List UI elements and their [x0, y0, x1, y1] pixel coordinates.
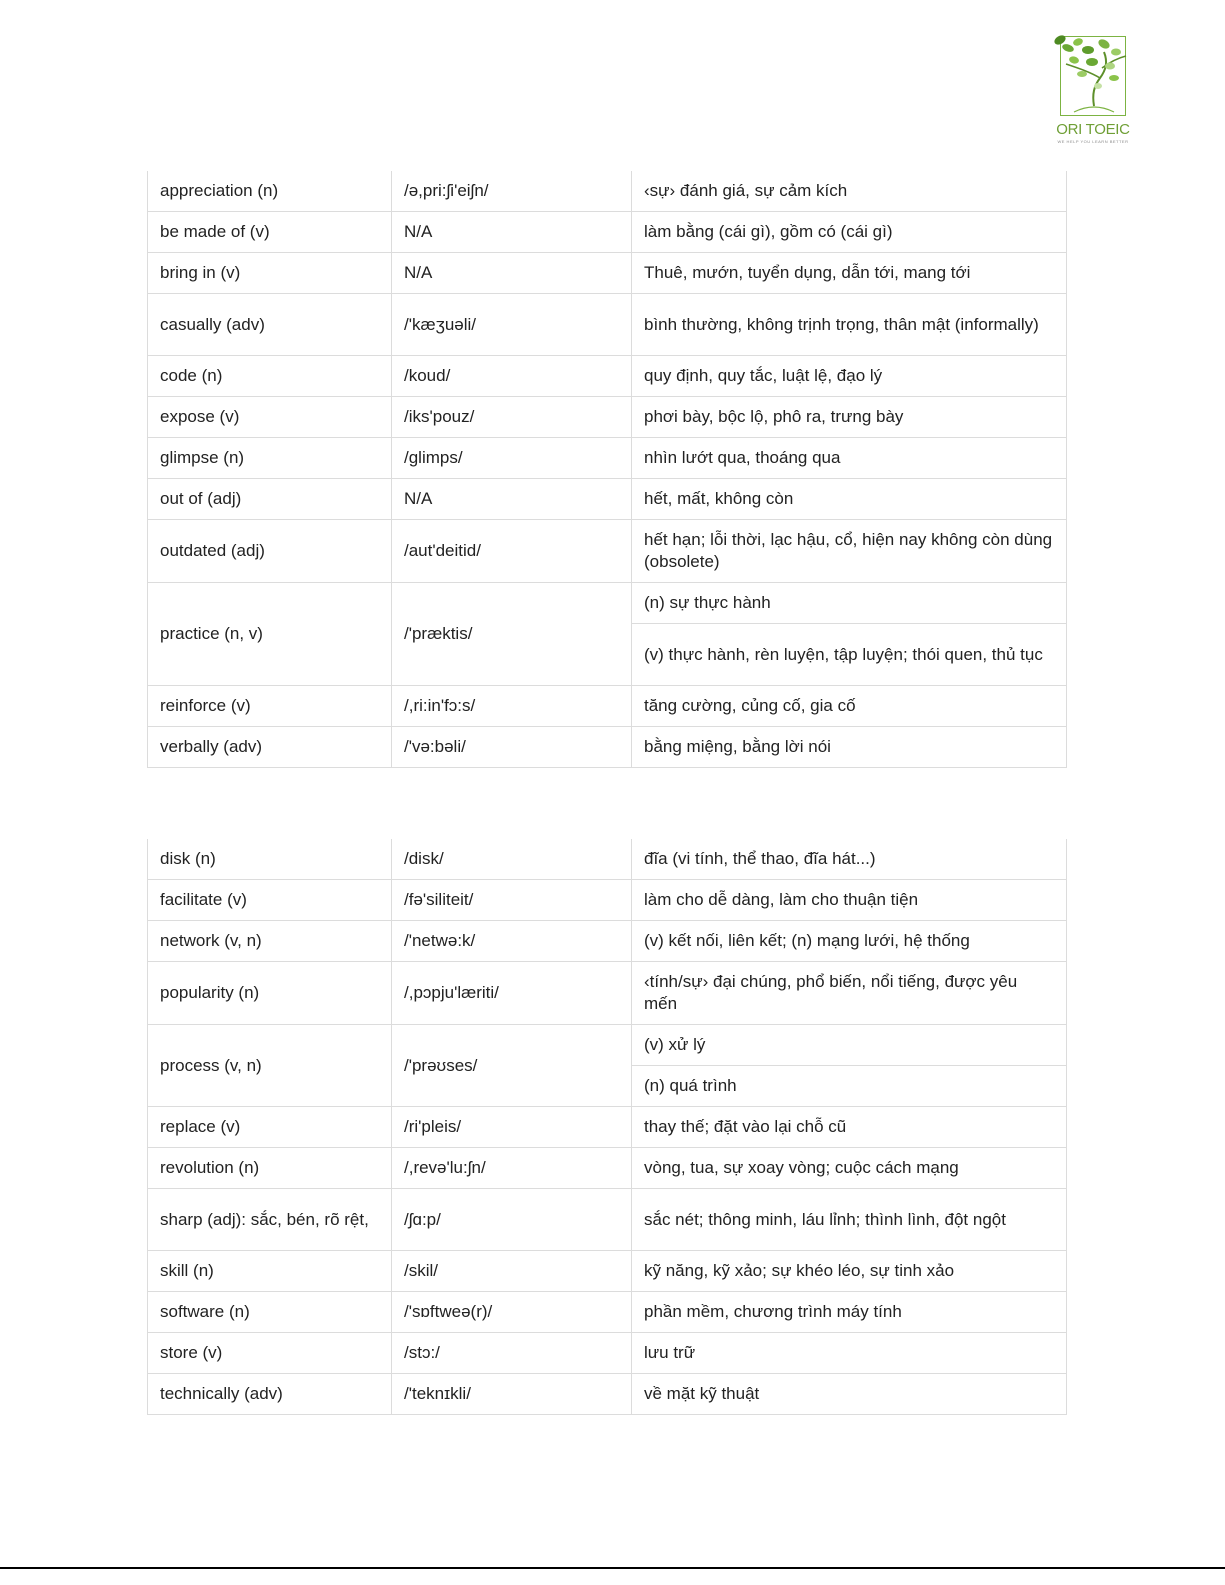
word-cell: bring in (v) — [148, 253, 392, 294]
word-cell: software (n) — [148, 1292, 392, 1333]
meaning-cell: (v) thực hành, rèn luyện, tập luyện; thói quen, thủ tục — [632, 624, 1067, 686]
table-row — [148, 686, 1067, 727]
word-cell: verbally (adv) — [148, 727, 392, 768]
meaning-cell: bằng miệng, bằng lời nói — [632, 727, 1067, 768]
table-row — [148, 839, 1067, 880]
word-cell: replace (v) — [148, 1107, 392, 1148]
brand-logo — [1048, 28, 1138, 150]
bottom-rule — [0, 1567, 1225, 1569]
ipa-cell: /stɔ:/ — [392, 1333, 632, 1374]
ipa-cell: N/A — [392, 479, 632, 520]
ipa-cell: N/A — [392, 253, 632, 294]
ipa-cell: /'teknɪkli/ — [392, 1374, 632, 1415]
meaning-cell: ‹tính/sự› đại chúng, phổ biến, nổi tiếng, được yêu mến — [632, 962, 1067, 1025]
meaning-cell: (n) quá trình — [632, 1066, 1067, 1107]
ipa-cell: /'præktis/ — [392, 583, 632, 686]
table-row — [148, 727, 1067, 768]
table-row — [148, 1189, 1067, 1251]
meaning-cell: (v) xử lý — [632, 1025, 1067, 1066]
ipa-cell: /glimps/ — [392, 438, 632, 479]
word-cell: out of (adj) — [148, 479, 392, 520]
meaning-cell: Thuê, mướn, tuyển dụng, dẫn tới, mang tới — [632, 253, 1067, 294]
ipa-cell: /skil/ — [392, 1251, 632, 1292]
meaning-cell: làm cho dễ dàng, làm cho thuận tiện — [632, 880, 1067, 921]
table-row — [148, 171, 1067, 212]
word-cell: process (v, n) — [148, 1025, 392, 1107]
ipa-cell: /,pɔpju'læriti/ — [392, 962, 632, 1025]
word-cell: skill (n) — [148, 1251, 392, 1292]
word-cell: facilitate (v) — [148, 880, 392, 921]
table-row — [148, 1333, 1067, 1374]
table-row — [148, 356, 1067, 397]
ipa-cell: /,ri:in'fɔ:s/ — [392, 686, 632, 727]
meaning-cell: nhìn lướt qua, thoáng qua — [632, 438, 1067, 479]
table-row — [148, 1148, 1067, 1189]
word-cell: casually (adv) — [148, 294, 392, 356]
meaning-cell: hết, mất, không còn — [632, 479, 1067, 520]
word-cell: be made of (v) — [148, 212, 392, 253]
table-row — [148, 1107, 1067, 1148]
word-cell: sharp (adj): sắc, bén, rõ rệt, — [148, 1189, 392, 1251]
ipa-cell: /fə'siliteit/ — [392, 880, 632, 921]
word-cell: outdated (adj) — [148, 520, 392, 583]
table-row — [148, 520, 1067, 583]
meaning-cell: (v) kết nối, liên kết; (n) mạng lưới, hệ thống — [632, 921, 1067, 962]
ipa-cell: /'və:bəli/ — [392, 727, 632, 768]
ipa-cell: /'kæʒuəli/ — [392, 294, 632, 356]
ipa-cell: /disk/ — [392, 839, 632, 880]
word-cell: expose (v) — [148, 397, 392, 438]
ipa-cell: /koud/ — [392, 356, 632, 397]
vocab-table-2 — [147, 839, 1067, 1415]
meaning-cell: làm bằng (cái gì), gồm có (cái gì) — [632, 212, 1067, 253]
ipa-cell: /ʃɑ:p/ — [392, 1189, 632, 1251]
ipa-cell: /'prəʊses/ — [392, 1025, 632, 1107]
tree-icon — [1048, 28, 1138, 120]
ipa-cell: /aut'deitid/ — [392, 520, 632, 583]
word-cell: revolution (n) — [148, 1148, 392, 1189]
table-row — [148, 438, 1067, 479]
ipa-cell: /iks'pouz/ — [392, 397, 632, 438]
meaning-cell: ‹sự› đánh giá, sự cảm kích — [632, 171, 1067, 212]
table-row — [148, 397, 1067, 438]
table-row — [148, 583, 1067, 624]
ipa-cell: /ə,pri:ʃi'eiʃn/ — [392, 171, 632, 212]
word-cell: popularity (n) — [148, 962, 392, 1025]
table-row — [148, 479, 1067, 520]
meaning-cell: hết hạn; lỗi thời, lạc hậu, cổ, hiện nay không còn dùng (obsolete) — [632, 520, 1067, 583]
word-cell: appreciation (n) — [148, 171, 392, 212]
word-cell: practice (n, v) — [148, 583, 392, 686]
meaning-cell: về mặt kỹ thuật — [632, 1374, 1067, 1415]
word-cell: store (v) — [148, 1333, 392, 1374]
table-row — [148, 1251, 1067, 1292]
table-row — [148, 1025, 1067, 1066]
meaning-cell: sắc nét; thông minh, láu lỉnh; thình lình, đột ngột — [632, 1189, 1067, 1251]
table-row — [148, 880, 1067, 921]
table-row — [148, 212, 1067, 253]
meaning-cell: thay thế; đặt vào lại chỗ cũ — [632, 1107, 1067, 1148]
table-row — [148, 921, 1067, 962]
ipa-cell: N/A — [392, 212, 632, 253]
ipa-cell: /'netwə:k/ — [392, 921, 632, 962]
meaning-cell: lưu trữ — [632, 1333, 1067, 1374]
meaning-cell: (n) sự thực hành — [632, 583, 1067, 624]
table-row — [148, 1292, 1067, 1333]
logo-tagline: WE HELP YOU LEARN BETTER — [1057, 139, 1129, 144]
ipa-cell: /'sɒftweə(r)/ — [392, 1292, 632, 1333]
ipa-cell: /,revə'lu:ʃn/ — [392, 1148, 632, 1189]
table-row — [148, 1374, 1067, 1415]
meaning-cell: kỹ năng, kỹ xảo; sự khéo léo, sự tinh xảo — [632, 1251, 1067, 1292]
meaning-cell: tăng cường, củng cố, gia cố — [632, 686, 1067, 727]
word-cell: reinforce (v) — [148, 686, 392, 727]
logo-name: ORI TOEIC — [1056, 121, 1130, 138]
meaning-cell: bình thường, không trịnh trọng, thân mật (informally) — [632, 294, 1067, 356]
vocab-table-1 — [147, 171, 1067, 768]
meaning-cell: đĩa (vi tính, thể thao, đĩa hát...) — [632, 839, 1067, 880]
table-row — [148, 294, 1067, 356]
meaning-cell: phơi bày, bộc lộ, phô ra, trưng bày — [632, 397, 1067, 438]
ipa-cell: /ri'pleis/ — [392, 1107, 632, 1148]
word-cell: code (n) — [148, 356, 392, 397]
table-row — [148, 253, 1067, 294]
word-cell: network (v, n) — [148, 921, 392, 962]
table-row — [148, 962, 1067, 1025]
meaning-cell: phần mềm, chương trình máy tính — [632, 1292, 1067, 1333]
meaning-cell: vòng, tua, sự xoay vòng; cuộc cách mạng — [632, 1148, 1067, 1189]
meaning-cell: quy định, quy tắc, luật lệ, đạo lý — [632, 356, 1067, 397]
word-cell: glimpse (n) — [148, 438, 392, 479]
word-cell: technically (adv) — [148, 1374, 392, 1415]
word-cell: disk (n) — [148, 839, 392, 880]
